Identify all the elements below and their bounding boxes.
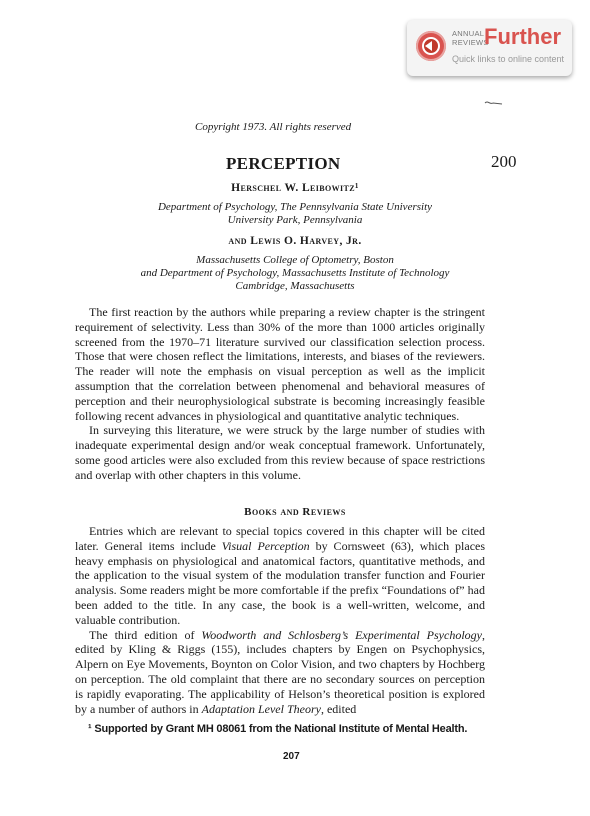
- copyright-line: Copyright 1973. All rights reserved: [195, 121, 352, 133]
- affiliation-1-line: Department of Psychology, The Pennsylvania State University: [157, 201, 433, 213]
- affiliation-2-line: and Department of Psychology, Massachusetts Institute of Technology: [140, 267, 450, 279]
- badge-brand: Further: [484, 24, 561, 49]
- affiliation-2-line: Cambridge, Massachusetts: [235, 280, 355, 292]
- author-2: and Lewis O. Harvey, Jr.: [228, 235, 362, 247]
- further-badge[interactable]: [407, 20, 572, 76]
- intro-text: [75, 305, 485, 483]
- article-title: PERCEPTION: [226, 154, 341, 173]
- paragraph: Entries which are relevant to special topics covered in this chapter will be cited later. General items include Visual Perception by Cornsweet (63), which places heavy emphasis on physiological and anatomical factors, quantitative methods, and the application to the visual system of the modulation transfer function and Fourier analysis. Some readers might be more comfortable if the prefix “Foundations of” had been added to the title. In any case, the book is a well-written, welcome, and valuable contribution.: [75, 524, 486, 627]
- paragraph: The third edition of Woodworth and Schlosberg’s Experimental Psychology, edited by Kling & Riggs (155), includes chapters by Engen on Psychophysics, Alpern on Eye Movements, Boynton on Color Vision, and two chapters by Hochberg on perception. The old complaint that there are no secondary sources on perception is rapidly evaporating. The applicability of Helson’s theoretical position is explored by a number of authors in Adaptation Level Theory, edited: [75, 627, 485, 716]
- affiliation-1-line: University Park, Pennsylvania: [227, 214, 363, 226]
- section-heading: Books and Reviews: [244, 506, 346, 518]
- paragraph: The first reaction by the authors while preparing a review chapter is the stringent requirement of selectivity. Less than 30% of the more than 1000 articles originally screened from the 1970–71 literature survived our classification selection process. Those that were chosen reflect the limitations, interests, and biases of the reviewers. The reader will note the emphasis on visual perception as well as the implicit assumption that the correlation between phenomenal and behavioral measures of perception and their neurophysiological substrate is becoming increasingly feasible following recent advances in physiological and quantitative analytic techniques.: [75, 305, 485, 423]
- section-text: [75, 524, 485, 716]
- play-icon: [416, 31, 446, 61]
- footnote: ¹ Supported by Grant MH 08061 from the National Institute of Mental Health.: [88, 723, 468, 735]
- author-1: Herschel W. Leibowitz¹: [231, 182, 359, 194]
- stamp-mark: [484, 99, 504, 107]
- page-mark: 200: [491, 152, 517, 171]
- badge-reviews: REVIEWS: [452, 38, 489, 47]
- page-number: 207: [283, 751, 300, 762]
- affiliation-1: [0, 201, 590, 227]
- badge-tagline: Quick links to online content: [452, 54, 565, 64]
- affiliation-2-line: Massachusetts College of Optometry, Boston: [196, 254, 394, 266]
- paragraph: In surveying this literature, we were struck by the large number of studies with inadequate experimental design and/or weak conceptual framework. Unfortunately, some good articles were also excluded from this review because of space restrictions and overlap with other chapters in this volume.: [75, 423, 485, 482]
- affiliation-2: [0, 254, 590, 293]
- badge-annual: ANNUAL: [452, 29, 485, 38]
